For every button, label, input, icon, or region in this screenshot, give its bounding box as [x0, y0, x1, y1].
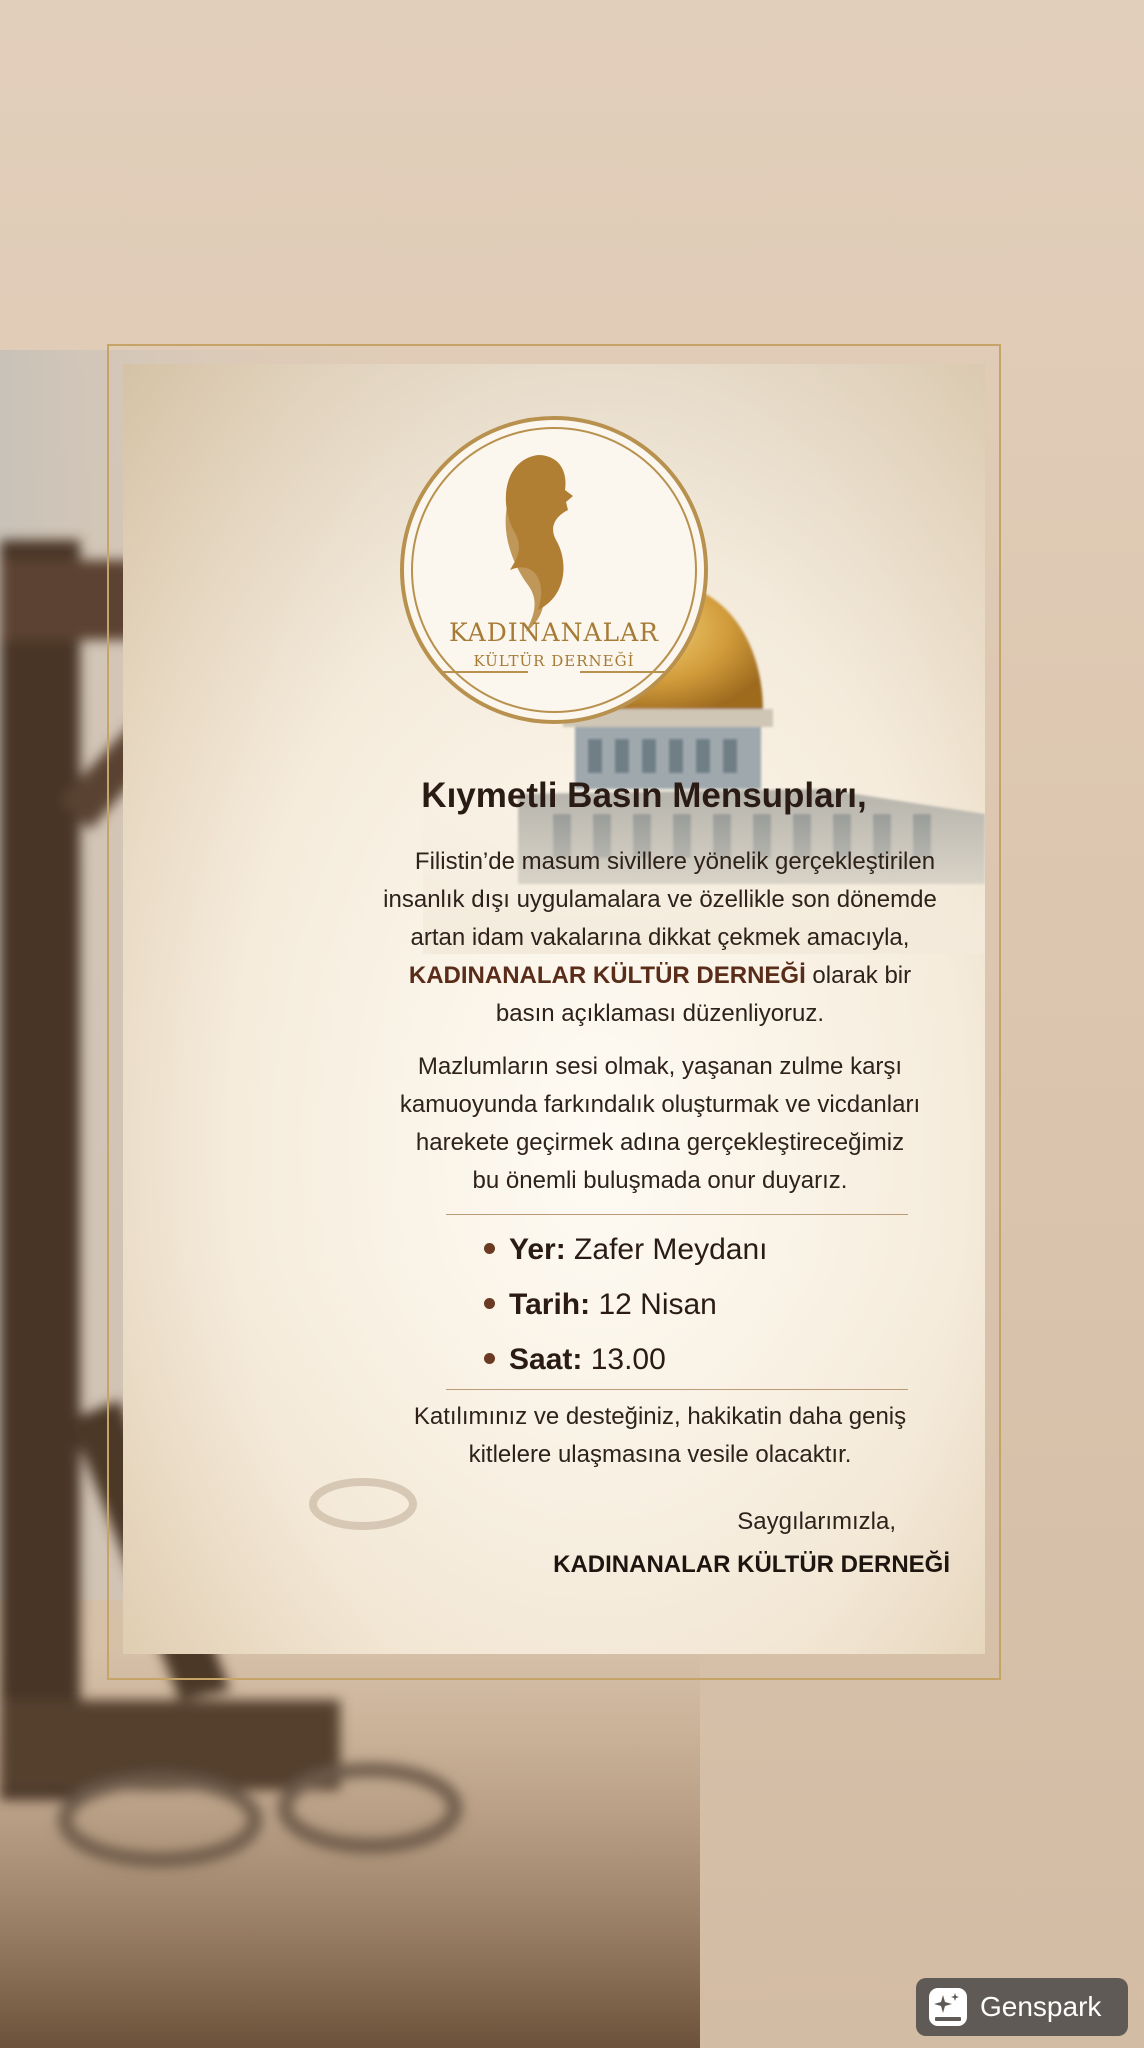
divider-bottom	[446, 1389, 908, 1390]
logo-subtitle: KÜLTÜR DERNEĞİ	[473, 652, 635, 670]
closing-line-1: Katılımınız ve desteğiniz, hakikatin daha geniş	[413, 1403, 907, 1430]
bullet-icon	[484, 1298, 495, 1309]
intro-line-3: artan idam vakalarına dikkat çekmek amacıyla,	[410, 924, 910, 951]
detail-label: Saat:	[509, 1343, 583, 1376]
detail-time	[484, 1332, 924, 1387]
logo-name: KADINANALAR	[449, 618, 659, 647]
closing-paragraph	[358, 1398, 962, 1474]
bullet-icon	[484, 1353, 495, 1364]
purpose-paragraph	[358, 1048, 962, 1200]
sparkle-icon	[928, 1987, 968, 2027]
badge-label: Genspark	[980, 1991, 1102, 2022]
purpose-line-3: harekete geçirmek adına gerçekleştireceğimiz	[415, 1129, 905, 1156]
detail-value: 12 Nisan	[590, 1288, 717, 1321]
intro-line-4-rest: olarak bir	[805, 962, 912, 989]
association-logo	[398, 410, 710, 730]
signature: KADINANALAR KÜLTÜR DERNEĞİ	[553, 1551, 950, 1578]
purpose-line-4: bu önemli buluşmada onur duyarız.	[472, 1167, 848, 1194]
association-name-bold: KADINANALAR KÜLTÜR DERNEĞİ	[408, 962, 806, 989]
intro-line-4	[358, 957, 962, 995]
detail-label: Yer:	[509, 1233, 566, 1266]
closing-line-2: kitlelere ulaşmasına vesile olacaktır.	[468, 1441, 852, 1468]
event-details	[484, 1222, 924, 1387]
detail-label: Tarih:	[509, 1288, 591, 1321]
detail-location	[484, 1222, 924, 1277]
intro-paragraph	[358, 843, 962, 1033]
intro-line-2: insanlık dışı uygulamalara ve özellikle son dönemde	[383, 886, 937, 913]
intro-line-5: basın açıklaması düzenliyoruz.	[495, 1000, 825, 1027]
detail-value: 13.00	[582, 1343, 666, 1376]
divider-top	[446, 1214, 908, 1215]
purpose-line-2: kamuoyunda farkındalık oluşturmak ve vicdanları	[399, 1091, 921, 1118]
purpose-line-1: Mazlumların sesi olmak, yaşanan zulme karşı	[417, 1053, 903, 1080]
bullet-icon	[484, 1243, 495, 1254]
regards-text: Saygılarımızla,	[737, 1508, 896, 1535]
detail-date	[484, 1277, 924, 1332]
intro-line-1: Filistin’de masum sivillere yönelik gerçekleştirilen	[414, 848, 936, 875]
detail-value: Zafer Meydanı	[565, 1233, 768, 1266]
genspark-badge[interactable]	[916, 1978, 1128, 2036]
page-heading: Kıymetli Basın Mensupları,	[421, 776, 867, 815]
